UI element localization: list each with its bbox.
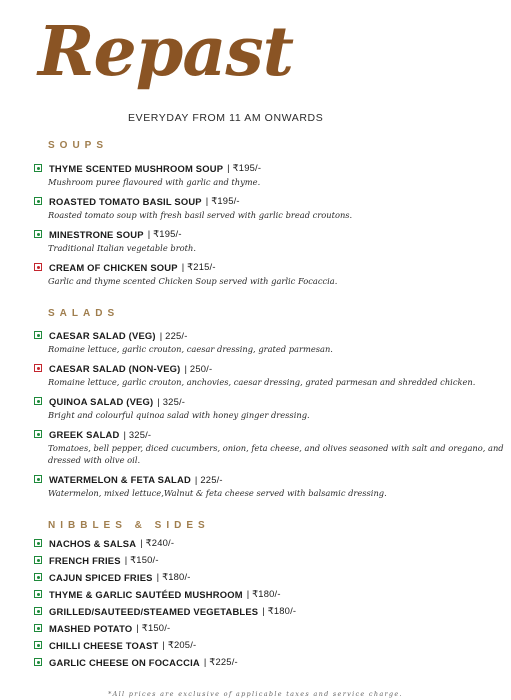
item-price: | ₹225/- xyxy=(203,656,238,667)
menu-item xyxy=(34,554,504,566)
item-name: THYME & GARLIC SAUTÉED MUSHROOM xyxy=(49,588,243,600)
tagline: EVERYDAY FROM 11 AM ONWARDS xyxy=(128,112,324,124)
item-name: GARLIC CHEESE ON FOCACCIA xyxy=(49,656,200,668)
veg-mark-icon xyxy=(34,641,42,649)
menu-item xyxy=(34,656,504,668)
item-price: | ₹195/- xyxy=(227,162,262,173)
menu-item xyxy=(34,428,504,466)
item-price: | 325/- xyxy=(157,395,186,407)
menu-item xyxy=(34,537,504,549)
item-price: | ₹195/- xyxy=(147,228,182,239)
section-title-soups: SOUPS xyxy=(48,140,109,151)
item-name: MASHED POTATO xyxy=(49,622,133,634)
menu-item xyxy=(34,228,504,254)
menu-item xyxy=(34,622,504,634)
menu-item xyxy=(34,195,504,221)
veg-mark-icon xyxy=(34,658,42,666)
footer-note: *All prices are exclusive of applicable taxes and service charge. xyxy=(108,690,403,698)
veg-mark-icon xyxy=(34,164,42,172)
item-description: Watermelon, mixed lettuce,Walnut & feta cheese served with balsamic dressing. xyxy=(48,488,387,498)
menu-item xyxy=(34,605,504,617)
menu-item xyxy=(34,261,504,287)
item-description: Bright and colourful quinoa salad with honey ginger dressing. xyxy=(48,410,310,420)
item-name: ROASTED TOMATO BASIL SOUP xyxy=(49,195,202,207)
menu-item xyxy=(34,162,504,188)
item-name: THYME SCENTED MUSHROOM SOUP xyxy=(49,162,224,174)
section-title-salads: SALADS xyxy=(48,308,120,319)
veg-mark-icon xyxy=(34,197,42,205)
veg-mark-icon xyxy=(34,556,42,564)
menu-item xyxy=(34,473,504,499)
item-price: | ₹150/- xyxy=(136,622,171,633)
item-price: | ₹180/- xyxy=(246,588,281,599)
veg-mark-icon xyxy=(34,607,42,615)
item-name: WATERMELON & FETA SALAD xyxy=(49,473,191,485)
item-price: | ₹215/- xyxy=(181,261,216,272)
menu-item xyxy=(34,588,504,600)
item-description: Traditional Italian vegetable broth. xyxy=(48,243,196,253)
menu-item xyxy=(34,395,504,421)
item-name: GREEK SALAD xyxy=(49,428,120,440)
nonveg-mark-icon xyxy=(34,364,42,372)
item-name: NACHOS & SALSA xyxy=(49,537,137,549)
item-name: GRILLED/SAUTEED/STEAMED VEGETABLES xyxy=(49,605,259,617)
veg-mark-icon xyxy=(34,397,42,405)
veg-mark-icon xyxy=(34,475,42,483)
item-description: Garlic and thyme scented Chicken Soup served with garlic Focaccia. xyxy=(48,276,338,286)
brand-logo: Repast xyxy=(38,12,294,92)
item-price: | 225/- xyxy=(194,473,223,485)
item-price: | 225/- xyxy=(159,329,188,341)
menu-item xyxy=(34,362,504,388)
item-price: | ₹195/- xyxy=(205,195,240,206)
menu-item xyxy=(34,639,504,651)
item-name: MINESTRONE SOUP xyxy=(49,228,144,240)
item-description: Mushroom puree flavoured with garlic and thyme. xyxy=(48,177,261,187)
item-name: CAJUN SPICED FRIES xyxy=(49,571,153,583)
item-name: CHILLI CHEESE TOAST xyxy=(49,639,159,651)
item-description: Romaine lettuce, garlic crouton, caesar dressing, grated parmesan. xyxy=(48,344,333,354)
item-price: | ₹240/- xyxy=(140,537,175,548)
item-price: | ₹205/- xyxy=(162,639,197,650)
veg-mark-icon xyxy=(34,539,42,547)
veg-mark-icon xyxy=(34,573,42,581)
veg-mark-icon xyxy=(34,331,42,339)
item-name: CAESAR SALAD (NON-VEG) xyxy=(49,362,181,374)
item-name: FRENCH FRIES xyxy=(49,554,121,566)
nonveg-mark-icon xyxy=(34,263,42,271)
item-price: | ₹180/- xyxy=(156,571,191,582)
section-title-nibbles: NIBBLES & SIDES xyxy=(48,520,210,531)
item-name: CAESAR SALAD (VEG) xyxy=(49,329,156,341)
menu-item xyxy=(34,571,504,583)
item-description: Roasted tomato soup with fresh basil served with garlic bread croutons. xyxy=(48,210,353,220)
veg-mark-icon xyxy=(34,624,42,632)
veg-mark-icon xyxy=(34,230,42,238)
item-price: | 325/- xyxy=(123,428,152,440)
item-name: QUINOA SALAD (VEG) xyxy=(49,395,154,407)
veg-mark-icon xyxy=(34,590,42,598)
item-name: CREAM OF CHICKEN SOUP xyxy=(49,261,178,273)
item-price: | ₹180/- xyxy=(262,605,297,616)
item-price: | ₹150/- xyxy=(124,554,159,565)
item-description: Romaine lettuce, garlic crouton, anchovies, caesar dressing, grated parmesan and shredded chicken. xyxy=(48,377,476,387)
veg-mark-icon xyxy=(34,430,42,438)
item-description: Tomatoes, bell pepper, diced cucumbers, onion, feta cheese, and olives seasoned with salt and oregano, and dressed with olive oil. xyxy=(48,443,504,465)
item-price: | 250/- xyxy=(184,362,213,374)
menu-item xyxy=(34,329,504,355)
